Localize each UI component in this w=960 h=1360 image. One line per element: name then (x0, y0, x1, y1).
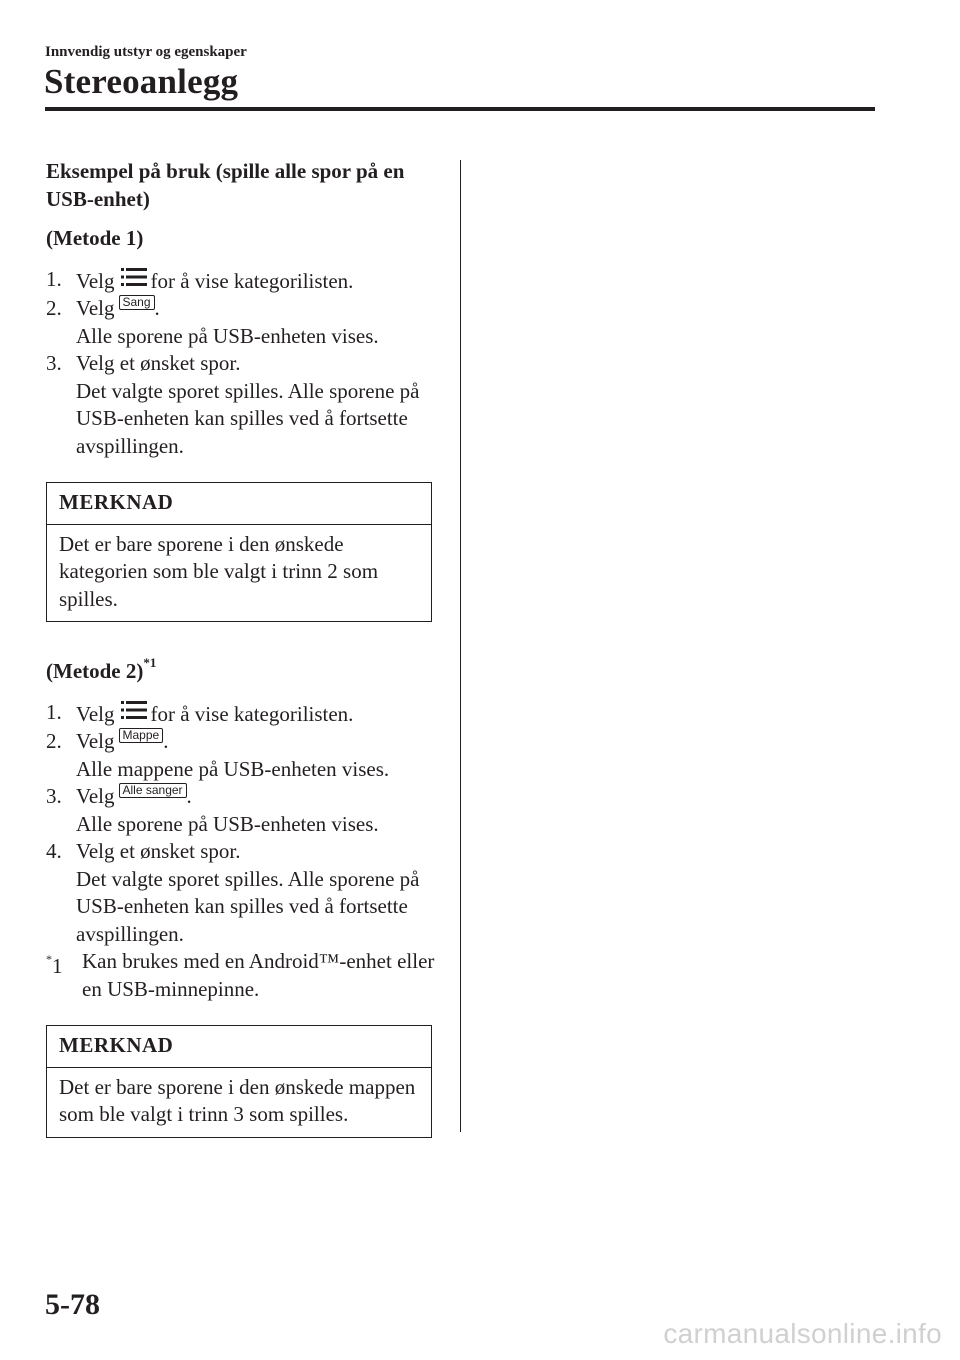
step-result: Det valgte sporet spilles. Alle sporene på USB-enheten kan spilles ved å fortsette avspillingen. (76, 866, 420, 946)
step-number: 2. (46, 729, 62, 753)
step-number: 3. (46, 784, 62, 808)
step-text: Velg (76, 701, 115, 726)
note-box (46, 482, 432, 622)
example-heading: Eksempel på bruk (spille alle spor på en USB-enhet) (46, 159, 405, 211)
page-number: 5-78 (45, 1288, 100, 1321)
method-2-title-text: (Metode 2) (46, 659, 144, 683)
step-number: 1. (46, 699, 62, 724)
step-text: Velg et ønsket spor. (76, 839, 241, 863)
title-rule (45, 107, 875, 111)
method-2-title (46, 652, 436, 686)
step-text: Velg (76, 296, 115, 320)
footnote (46, 948, 436, 1003)
note-title: MERKNAD (47, 1026, 431, 1068)
section-label: Innvendig utstyr og egenskaper (45, 44, 247, 60)
method-1-steps (46, 266, 436, 461)
step-number: 2. (46, 296, 62, 320)
note-title: MERKNAD (47, 483, 431, 525)
chapter-title: Stereoanlegg (44, 62, 239, 101)
step-text: Velg et ønsket spor. (76, 351, 241, 375)
alle-sanger-button-label: Alle sanger (119, 783, 187, 798)
column-divider (460, 160, 461, 1132)
note-text: Det er bare sporene i den ønskede mappen som ble valgt i trinn 3 som spilles. (59, 1074, 416, 1126)
step-item (46, 350, 436, 378)
step-text: Velg (76, 784, 115, 808)
sang-button-label: Sang (119, 295, 155, 310)
step-item (46, 728, 436, 756)
note-text: Det er bare sporene i den ønskede kategorien som ble valgt i trinn 2 som spilles. (59, 531, 379, 611)
step-number: 4. (46, 839, 62, 863)
step-result: Det valgte sporet spilles. Alle sporene på USB-enheten kan spilles ved å fortsette avspillingen. (76, 378, 420, 458)
watermark: carmanualsonline.info (663, 1318, 942, 1349)
left-column (46, 158, 436, 1138)
step-text: Velg (76, 268, 115, 293)
step-number: 3. (46, 351, 62, 375)
step-result: Alle mappene på USB-enheten vises. (76, 756, 390, 781)
step-result: Alle sporene på USB-enheten vises. (76, 323, 379, 348)
step-text: . (154, 296, 160, 320)
step-number: 1. (46, 266, 62, 291)
method-1-title: (Metode 1) (46, 226, 144, 250)
list-icon (121, 266, 147, 294)
method-2-steps (46, 699, 436, 1004)
footnote-text: Kan brukes med en Android™-enhet eller en USB-minnepinne. (82, 949, 435, 1001)
footnote-number: 1 (52, 954, 63, 978)
step-item (46, 699, 436, 729)
step-result: Alle sporene på USB-enheten vises. (76, 811, 379, 836)
step-item (46, 838, 436, 866)
mappe-button-label: Mappe (119, 728, 164, 743)
footnote-mark: * (46, 952, 52, 966)
step-text: Velg (76, 729, 115, 753)
step-text: for å vise kategorilisten. (150, 268, 354, 293)
step-item (46, 783, 436, 811)
step-text: for å vise kategorilisten. (150, 701, 354, 726)
footnote-reference: *1 (143, 655, 157, 670)
step-item (46, 295, 436, 323)
list-icon (121, 699, 147, 727)
step-text: . (186, 784, 192, 808)
note-box (46, 1025, 432, 1138)
step-item (46, 266, 436, 296)
step-text: . (163, 729, 169, 753)
